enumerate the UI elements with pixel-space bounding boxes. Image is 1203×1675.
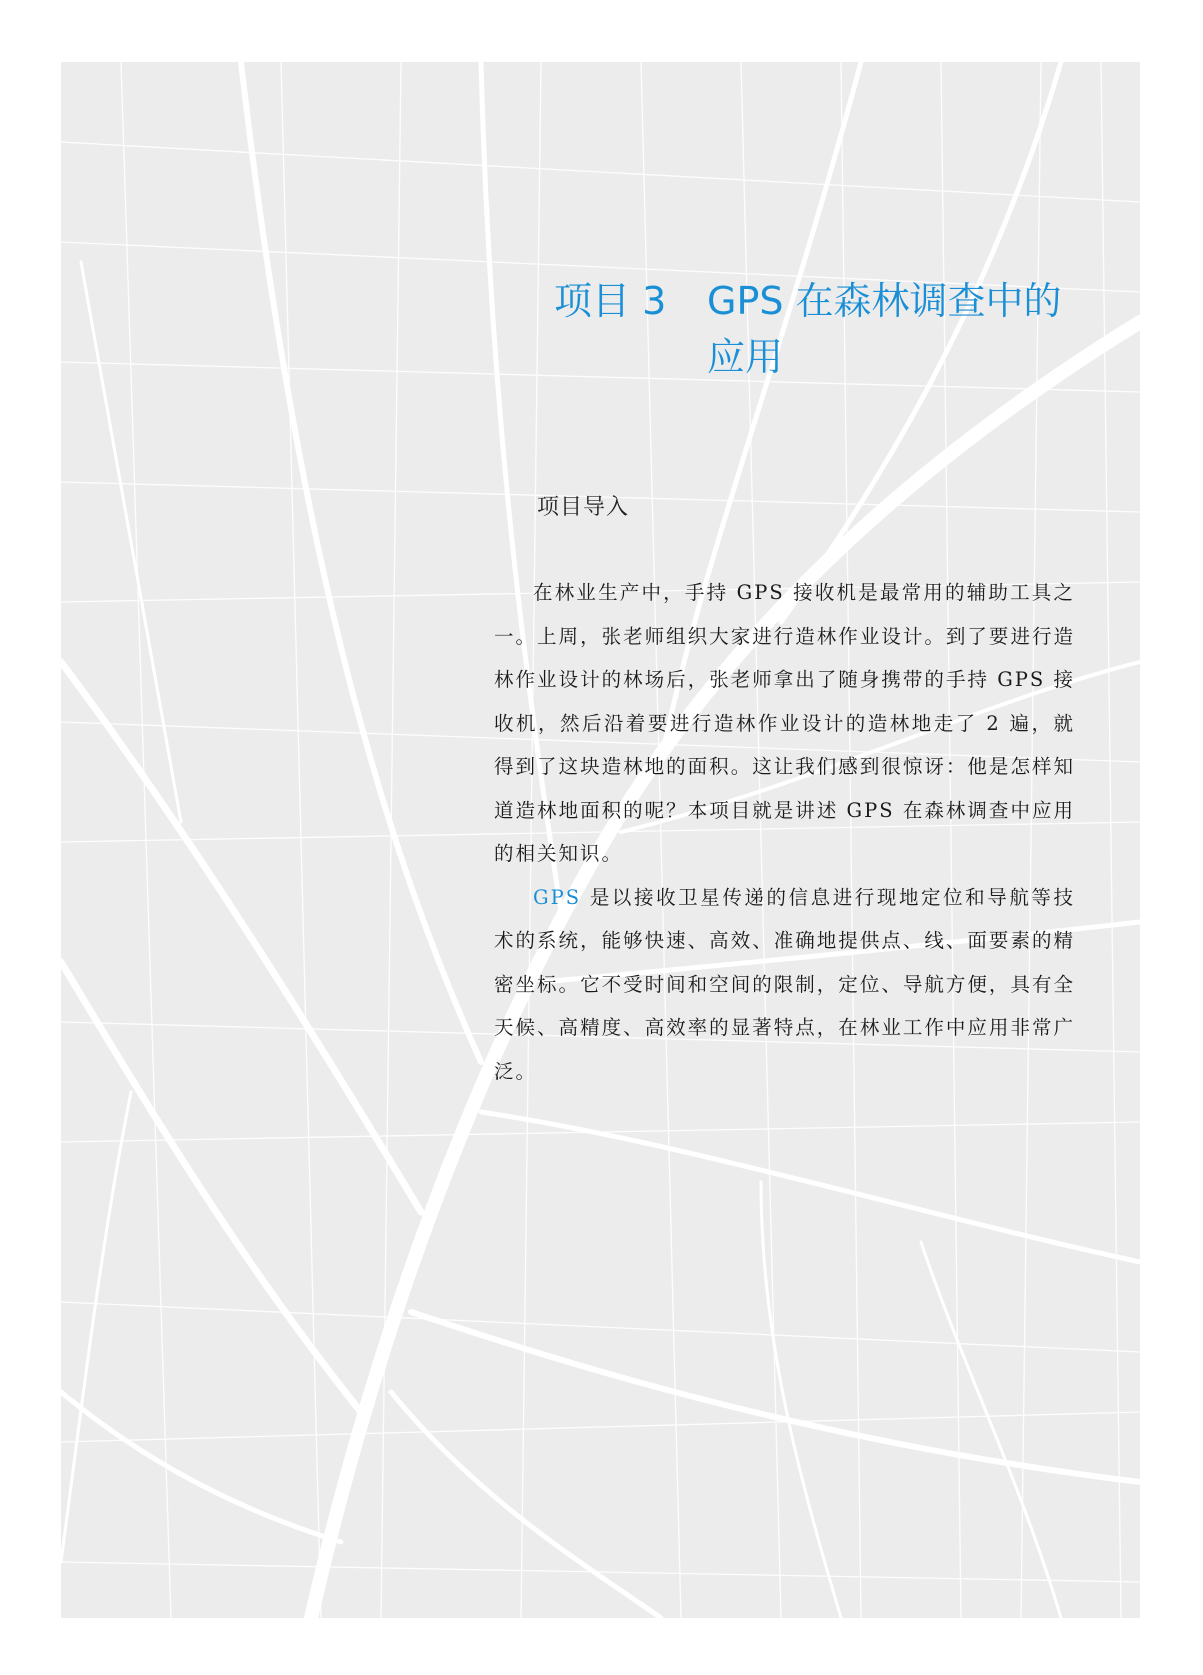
chapter-title-text: GPS 在森林调查中的应用 bbox=[707, 279, 1062, 379]
paragraph-1: 在林业生产中，手持 GPS 接收机是最常用的辅助工具之一。上周，张老师组织大家进行造林作业设计。到了要进行造林作业设计的林场后，张老师拿出了随身携带的手持 GPS 接收机，然后沿着要进行造林作业设计的造林地走了 2 遍，就得到了这块造林地的面积。这让我们感到很惊讶：他是怎样知道造林地面积的呢？本项目就是讲述 GPS 在森林调查中应用的相关知识。 bbox=[494, 581, 1075, 865]
paragraph-2-text: 是以接收卫星传递的信息进行现地定位和导航等技术的系统，能够快速、高效、准确地提供点、线、面要素的精密坐标。它不受时间和空间的限制，定位、导航方便，具有全天候、高精度、高效率的显著特点，在林业工作中应用非常广泛。 bbox=[494, 885, 1075, 1083]
body-text bbox=[494, 571, 1075, 1093]
paragraph-2 bbox=[494, 876, 1075, 1094]
section-heading: 项目导入 bbox=[537, 495, 630, 520]
chapter-number: 项目 3 bbox=[554, 279, 667, 323]
gps-highlight: GPS bbox=[533, 885, 582, 909]
